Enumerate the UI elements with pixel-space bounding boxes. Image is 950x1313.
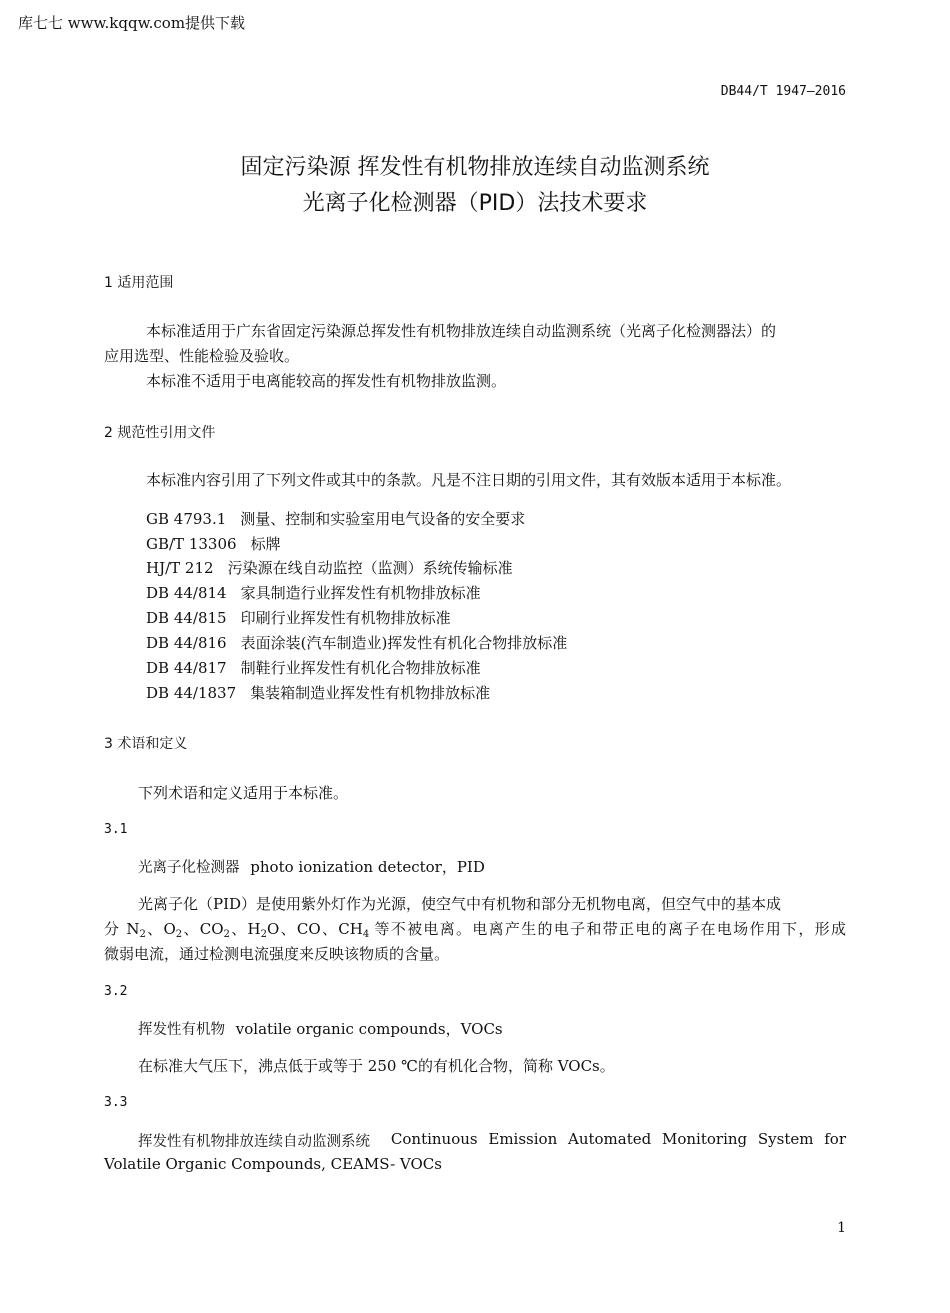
term-3-3-english-line-2: Volatile Organic Compounds, CEAMS- VOCs [104,1155,442,1173]
reference-title: 印刷行业挥发性有机物排放标准 [240,609,451,627]
term-3-2-number: 3.2 [104,984,128,999]
section-2-heading: 2 规范性引用文件 [104,425,216,441]
reference-title: 集装箱制造业挥发性有机物排放标准 [250,684,491,702]
reference-code: DB 44/814 [146,584,227,602]
subscript: 4 [362,929,370,940]
term-3-1-definition-line-1: 光离子化（PID）是使用紫外灯作为光源，使空气中有机物和部分无机物电离，但空气中的基本成 [138,895,782,913]
term-3-1-heading [138,856,485,877]
term-3-3-chinese: 挥发性有机物排放连续自动监测系统 [138,1134,370,1150]
section-1-paragraph-1-line-1: 本标准适用于广东省固定污染源总挥发性有机物排放连续自动监测系统（光离子化检测器法）的 [146,322,777,340]
def-text-part: 等不被电离。电离产生的电子和带正电的离子在电场作用下，形成 [373,920,846,938]
section-3-heading: 3 术语和定义 [104,736,188,752]
reference-code: HJ/T 212 [146,559,214,577]
reference-item [146,508,525,529]
term-3-1-number: 3.1 [104,822,128,837]
term-3-2-english: volatile organic compounds，VOCs [235,1020,503,1038]
section-1-paragraph-2: 本标准不适用于电离能较高的挥发性有机物排放监测。 [146,372,507,390]
reference-title: 制鞋行业挥发性有机化合物排放标准 [240,659,481,677]
reference-item [146,657,481,678]
reference-item [146,682,490,703]
term-3-3-heading-line-1 [138,1130,846,1151]
term-3-1-chinese: 光离子化检测器 [138,860,240,876]
reference-code: DB 44/815 [146,609,227,627]
subscript: 2 [139,929,146,940]
reference-title: 表面涂装(汽车制造业)挥发性有机化合物排放标准 [240,634,568,652]
def-text-part: 分 N [104,920,140,938]
def-text-part: 、H [229,920,261,938]
reference-item [146,632,567,653]
term-3-1-definition-line-3: 微弱电流，通过检测电流强度来反映该物质的含量。 [104,945,450,963]
reference-item [146,582,481,603]
reference-code: DB 44/816 [146,634,227,652]
def-text-part: O、CO、CH [266,920,363,938]
reference-item [146,557,513,578]
reference-item [146,533,281,554]
term-3-3-number: 3.3 [104,1095,128,1110]
section-2-intro: 本标准内容引用了下列文件或其中的条款。凡是不注日期的引用文件，其有效版本适用于本标准。 [146,471,792,489]
term-3-3-english-line-1: Continuous Emission Automated Monitoring System for [390,1130,846,1148]
title-line-1: 固定污染源 挥发性有机物排放连续自动监测系统 [240,155,710,180]
section-1-paragraph-1-line-2: 应用选型、性能检验及验收。 [104,347,300,365]
def-text-part: 、O [145,920,176,938]
reference-code: GB 4793.1 [146,510,227,528]
term-3-2-heading [138,1018,503,1039]
subscript: 2 [175,929,183,940]
term-3-2-chinese: 挥发性有机物 [138,1022,225,1038]
document-id: DB44/T 1947—2016 [720,84,846,99]
page-number: 1 [837,1220,846,1236]
section-3-intro: 下列术语和定义适用于本标准。 [138,784,349,802]
reference-code: GB/T 13306 [146,535,237,553]
term-3-2-definition: 在标准大气压下，沸点低于或等于 250 ℃的有机化合物，简称 VOCs。 [138,1057,615,1075]
watermark-text: 库七七 www.kqqw.com提供下载 [18,14,246,32]
reference-title: 污染源在线自动监控（监测）系统传输标准 [227,559,513,577]
section-1-heading: 1 适用范围 [104,275,174,291]
term-3-1-definition-line-2 [104,918,846,940]
title-line-2: 光离子化检测器（PID）法技术要求 [302,191,648,216]
reference-title: 家具制造行业挥发性有机物排放标准 [240,584,481,602]
reference-title: 标牌 [250,535,281,553]
reference-item [146,607,451,628]
subscript: 2 [223,929,230,940]
reference-code: DB 44/817 [146,659,227,677]
term-3-1-english: photo ionization detector，PID [250,858,485,876]
reference-code: DB 44/1837 [146,684,237,702]
reference-title: 测量、控制和实验室用电气设备的安全要求 [240,510,526,528]
subscript: 2 [260,929,267,940]
def-text-part: 、CO [182,920,224,938]
